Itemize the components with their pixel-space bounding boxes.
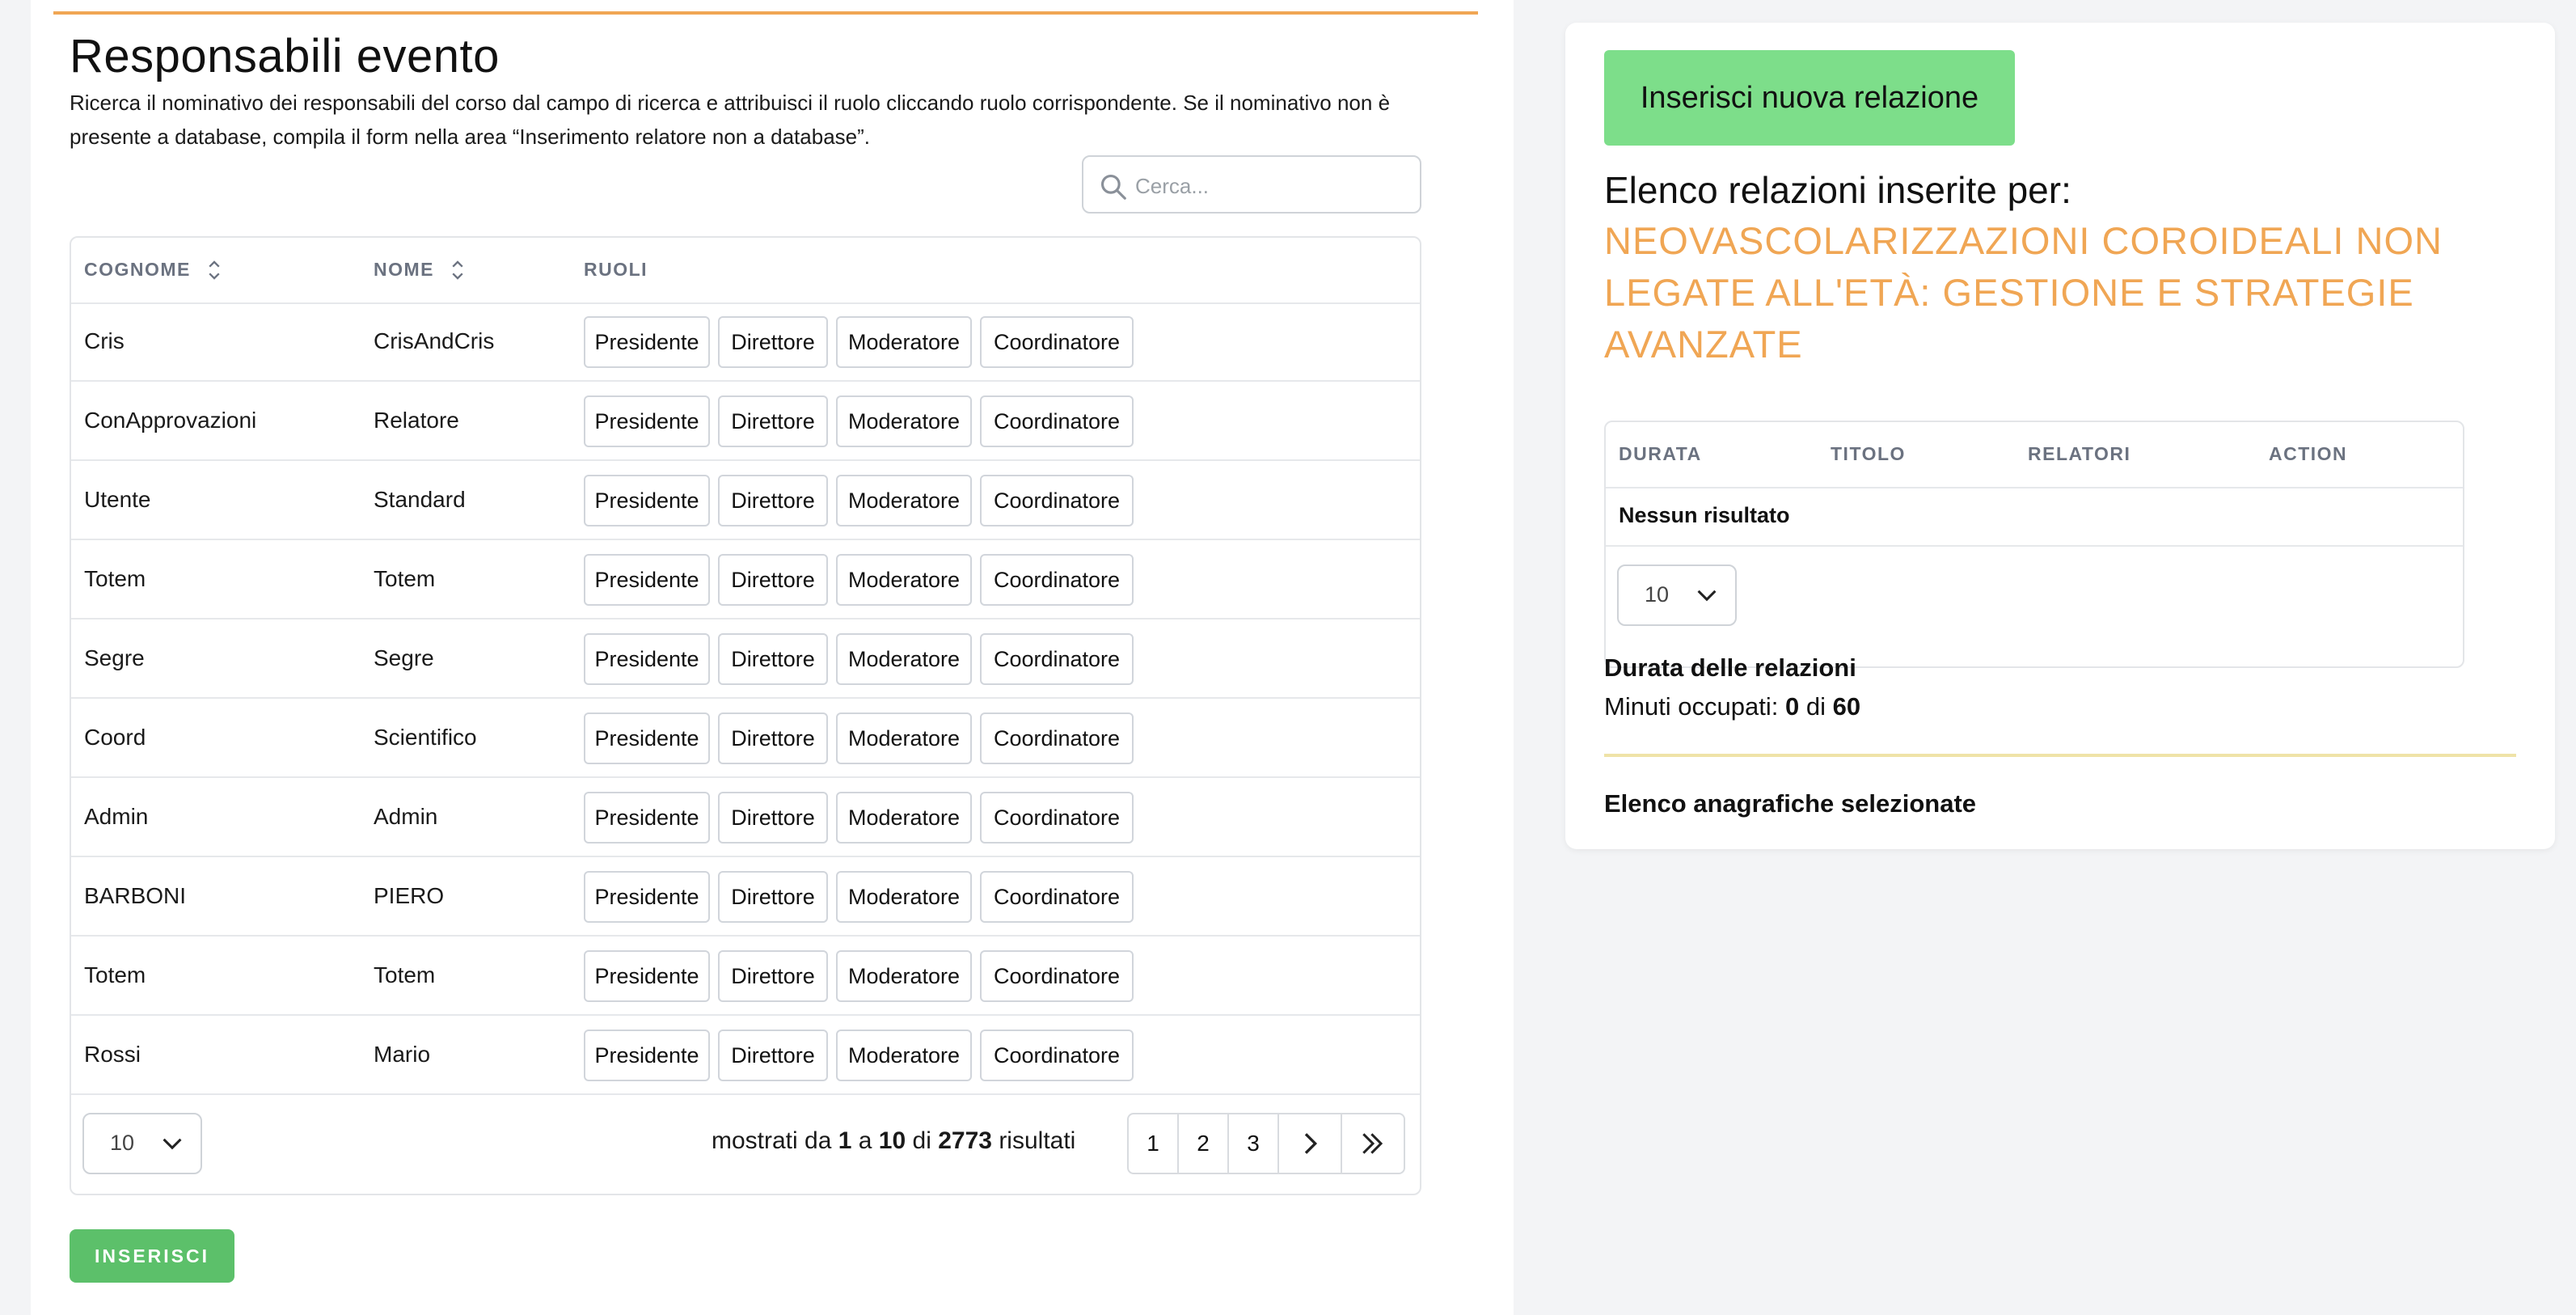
table-row	[71, 699, 1420, 778]
cell-cognome: Totem	[84, 962, 146, 987]
results-info	[712, 1127, 1075, 1155]
page-title: Responsabili evento	[70, 30, 500, 82]
table-row	[71, 461, 1420, 540]
role-buttons	[584, 475, 1134, 526]
header-titolo: TITOLO	[1831, 443, 1906, 464]
role-button-moderatore[interactable]: Moderatore	[836, 950, 972, 1002]
role-button-presidente[interactable]: Presidente	[584, 950, 710, 1002]
relazioni-page-size-value: 10	[1645, 582, 1670, 607]
cell-nome: Totem	[374, 962, 436, 987]
page-button-2[interactable]: 2	[1177, 1113, 1229, 1174]
table-header	[71, 238, 1420, 304]
role-button-moderatore[interactable]: Moderatore	[836, 792, 972, 844]
role-button-presidente[interactable]: Presidente	[584, 395, 710, 447]
role-buttons	[584, 316, 1134, 368]
results-total: 2773	[938, 1127, 992, 1154]
cell-nome: PIERO	[374, 883, 445, 908]
course-title: NEOVASCOLARIZZAZIONI COROIDEALI NON LEGATE ALL'ETÀ: GESTIONE E STRATEGIE AVANZATE	[1604, 219, 2443, 366]
double-chevron-right-icon	[1361, 1131, 1385, 1156]
cell-nome: Segre	[374, 645, 434, 670]
responsabili-table	[70, 236, 1421, 1195]
role-buttons	[584, 712, 1134, 764]
role-button-coordinatore[interactable]: Coordinatore	[980, 792, 1134, 844]
table-row	[71, 778, 1420, 857]
minuti-used: 0	[1785, 692, 1800, 721]
role-button-direttore[interactable]: Direttore	[718, 475, 828, 526]
section-divider	[1604, 754, 2516, 757]
page-description: Ricerca il nominativo dei responsabili del corso dal campo di ricerca e attribuisci il ruolo cliccando ruolo corrispondente. Se il nominativo non è presente a database, compila il form nella area “Inserimento relatore non a database”.	[70, 91, 1391, 149]
cell-nome: Standard	[374, 487, 466, 512]
table-row	[71, 382, 1420, 461]
role-buttons	[584, 395, 1134, 447]
role-button-coordinatore[interactable]: Coordinatore	[980, 633, 1134, 685]
role-buttons	[584, 1030, 1134, 1081]
header-relatori: RELATORI	[2028, 443, 2131, 464]
relazioni-table	[1604, 421, 2464, 668]
table-row	[71, 1016, 1420, 1095]
header-ruoli: RUOLI	[584, 259, 648, 280]
cell-nome: Totem	[374, 566, 436, 591]
role-button-presidente[interactable]: Presidente	[584, 554, 710, 606]
role-button-direttore[interactable]: Direttore	[718, 712, 828, 764]
sort-icon	[450, 260, 465, 281]
role-button-coordinatore[interactable]: Coordinatore	[980, 950, 1134, 1002]
role-buttons	[584, 871, 1134, 923]
role-button-moderatore[interactable]: Moderatore	[836, 712, 972, 764]
header-action: ACTION	[2269, 443, 2348, 464]
table-footer	[71, 1095, 1420, 1195]
relazioni-page-size-select[interactable]	[1617, 564, 1737, 626]
cell-cognome: Cris	[84, 328, 125, 353]
relazioni-table-header	[1606, 422, 2463, 488]
cell-cognome: BARBONI	[84, 883, 187, 908]
role-buttons	[584, 950, 1134, 1002]
role-button-coordinatore[interactable]: Coordinatore	[980, 1030, 1134, 1081]
table-row	[71, 619, 1420, 699]
chevron-down-icon	[162, 1135, 183, 1152]
results-to: 10	[878, 1127, 906, 1154]
results-suffix: risultati	[999, 1127, 1076, 1154]
search-icon	[1098, 171, 1129, 202]
role-button-presidente[interactable]: Presidente	[584, 871, 710, 923]
cell-cognome: Totem	[84, 566, 146, 591]
cell-nome: Mario	[374, 1042, 431, 1067]
results-prefix: mostrati da	[712, 1127, 832, 1154]
role-button-presidente[interactable]: Presidente	[584, 316, 710, 368]
cell-nome: Relatore	[374, 408, 459, 433]
empty-results: Nessun risultato	[1619, 503, 1790, 527]
search-box	[1082, 155, 1421, 214]
role-button-direttore[interactable]: Direttore	[718, 395, 828, 447]
role-button-direttore[interactable]: Direttore	[718, 633, 828, 685]
relazioni-list-title: Elenco relazioni inserite per:	[1604, 169, 2071, 211]
cell-cognome: ConApprovazioni	[84, 408, 257, 433]
role-button-coordinatore[interactable]: Coordinatore	[980, 316, 1134, 368]
role-button-presidente[interactable]: Presidente	[584, 1030, 710, 1081]
role-button-moderatore[interactable]: Moderatore	[836, 633, 972, 685]
cell-nome: CrisAndCris	[374, 328, 495, 353]
cell-nome: Scientifico	[374, 725, 477, 750]
role-buttons	[584, 633, 1134, 685]
sort-icon	[207, 260, 222, 281]
header-nome[interactable]	[374, 259, 465, 281]
role-button-moderatore[interactable]: Moderatore	[836, 475, 972, 526]
role-button-presidente[interactable]: Presidente	[584, 633, 710, 685]
role-buttons	[584, 554, 1134, 606]
divider	[1606, 545, 2463, 547]
table-row	[71, 937, 1420, 1016]
header-nome-label: NOME	[374, 259, 434, 280]
role-button-coordinatore[interactable]: Coordinatore	[980, 871, 1134, 923]
minuti-occupati	[1604, 692, 1860, 721]
results-from: 1	[838, 1127, 852, 1154]
last-page-button[interactable]	[1341, 1113, 1405, 1174]
relazioni-card	[1565, 23, 2555, 849]
page-button-1[interactable]: 1	[1127, 1113, 1179, 1174]
page-size-value: 10	[110, 1131, 135, 1155]
anagrafiche-title: Elenco anagrafiche selezionate	[1604, 789, 1977, 818]
top-accent-rule	[53, 11, 1478, 15]
role-buttons	[584, 792, 1134, 844]
role-button-coordinatore[interactable]: Coordinatore	[980, 395, 1134, 447]
role-button-moderatore[interactable]: Moderatore	[836, 1030, 972, 1081]
left-panel	[31, 0, 1514, 1315]
chevron-down-icon	[1696, 587, 1717, 603]
role-button-moderatore[interactable]: Moderatore	[836, 554, 972, 606]
header-durata: DURATA	[1619, 443, 1702, 464]
header-cognome-label: COGNOME	[84, 259, 191, 280]
minuti-total: 60	[1832, 692, 1861, 721]
role-button-moderatore[interactable]: Moderatore	[836, 316, 972, 368]
cell-cognome: Coord	[84, 725, 146, 750]
table-row	[71, 302, 1420, 382]
inserisci-button[interactable]: INSERISCI	[70, 1229, 234, 1283]
table-row	[71, 540, 1420, 619]
cell-cognome: Utente	[84, 487, 151, 512]
next-page-button[interactable]	[1277, 1113, 1342, 1174]
role-button-direttore[interactable]: Direttore	[718, 316, 828, 368]
chevron-right-icon	[1301, 1131, 1319, 1156]
page-size-select[interactable]	[82, 1113, 202, 1174]
new-relazione-button[interactable]: Inserisci nuova relazione	[1604, 50, 2015, 146]
role-button-presidente[interactable]: Presidente	[584, 792, 710, 844]
role-button-moderatore[interactable]: Moderatore	[836, 395, 972, 447]
role-button-coordinatore[interactable]: Coordinatore	[980, 475, 1134, 526]
role-button-moderatore[interactable]: Moderatore	[836, 871, 972, 923]
header-cognome[interactable]	[84, 259, 222, 281]
role-button-direttore[interactable]: Direttore	[718, 950, 828, 1002]
results-di: di	[912, 1127, 931, 1154]
cell-nome: Admin	[374, 804, 438, 829]
role-button-direttore[interactable]: Direttore	[718, 1030, 828, 1081]
table-row	[71, 857, 1420, 937]
role-button-coordinatore[interactable]: Coordinatore	[980, 712, 1134, 764]
minuti-of: di	[1805, 692, 1826, 721]
pagination	[1127, 1113, 1405, 1174]
page-button-3[interactable]: 3	[1227, 1113, 1279, 1174]
results-a: a	[858, 1127, 872, 1154]
minuti-label: Minuti occupati:	[1604, 692, 1779, 721]
role-button-coordinatore[interactable]: Coordinatore	[980, 554, 1134, 606]
cell-cognome: Rossi	[84, 1042, 141, 1067]
cell-cognome: Segre	[84, 645, 145, 670]
durata-title: Durata delle relazioni	[1604, 653, 1856, 682]
role-button-direttore[interactable]: Direttore	[718, 792, 828, 844]
role-button-direttore[interactable]: Direttore	[718, 554, 828, 606]
role-button-presidente[interactable]: Presidente	[584, 712, 710, 764]
role-button-presidente[interactable]: Presidente	[584, 475, 710, 526]
search-input[interactable]	[1134, 165, 1404, 207]
cell-cognome: Admin	[84, 804, 149, 829]
role-button-direttore[interactable]: Direttore	[718, 871, 828, 923]
